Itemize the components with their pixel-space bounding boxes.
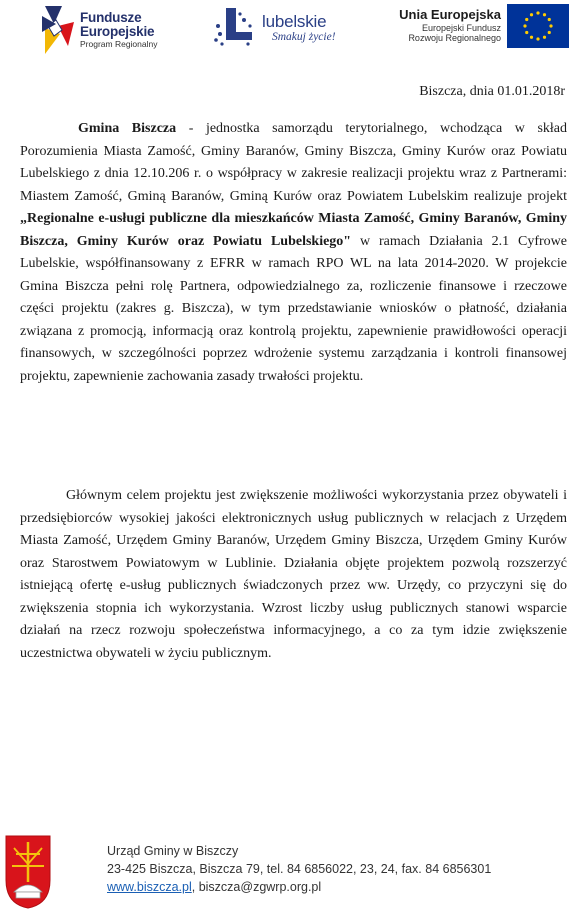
fe-line1: Fundusze	[80, 10, 142, 26]
eu-star-icon	[530, 36, 533, 39]
paragraph-2	[20, 485, 567, 665]
paragraph-1-text-2: w ramach Działania 2.1 Cyfrowe Lubelskie, współfinansowany z EFRR w ramach RPO WL na lata 2014-2020. W projekcie Gmina Biszcza pełni rolę Partnera, odpowiedzialnego za, rozliczenie finansowe i rzeczowe części projektu (zakres g. Biszcza), w tym przedstawianie wniosków o płatność, działania związana z promocją, informacją oraz kontrolą projektu, zapewnienie prawidłowości operacji finansowych, w szczególności poprzez wdrożenie systemu zarządzania i kontroli finansowej projektu, zapewnienie zachowania zasady trwałości projektu.	[20, 233, 567, 384]
eu-star-icon	[530, 13, 533, 16]
page-header	[0, 0, 573, 62]
fe-logo-text	[80, 11, 157, 49]
ue-line3: Rozwoju Regionalnego	[408, 33, 501, 44]
eu-star-icon	[548, 18, 551, 21]
page-footer	[0, 828, 573, 910]
eu-star-icon	[536, 37, 539, 40]
eu-star-icon	[523, 24, 526, 27]
eu-star-icon	[543, 36, 546, 39]
footer-links	[107, 878, 491, 896]
eu-star-icon	[525, 31, 528, 34]
eu-star-icon	[549, 24, 552, 27]
fe-star-icon	[42, 4, 76, 56]
paragraph-1	[20, 118, 567, 388]
fe-line2: Europejskie	[80, 23, 155, 39]
eu-flag-icon	[507, 4, 569, 48]
office-address: 23-425 Biszcza, Biszcza 79, tel. 84 6856022, 23, 24, fax. 84 6856301	[107, 862, 492, 876]
document-date: Biszcza, dnia 01.01.2018r	[419, 84, 565, 99]
eu-star-icon	[548, 31, 551, 34]
footer-contact	[107, 842, 491, 896]
ue-line1: Unia Europejska	[399, 7, 501, 23]
lubelskie-slogan: Smakuj życie!	[272, 30, 336, 43]
paragraph-1-bold-start: Gmina Biszcza	[78, 121, 177, 136]
ue-line2: Europejski Fundusz	[421, 23, 501, 34]
ue-logo-text	[399, 8, 501, 44]
lubelskie-mark-icon	[212, 6, 258, 50]
eu-star-icon	[543, 13, 546, 16]
project-title: „Regionalne e-usługi publiczne dla mieszkańców Miasta Zamość, Gminy Baranów, Gminy Biszcza, Gminy Kurów oraz Powiatu Lubelskiego"	[20, 211, 567, 249]
fundusze-europejskie-logo	[42, 4, 157, 56]
lubelskie-name: lubelskie	[262, 11, 327, 31]
email-separator: ,	[191, 880, 199, 894]
eu-star-icon	[525, 18, 528, 21]
lubelskie-logo-text	[262, 13, 336, 44]
email-address[interactable]: biszcza@zgwrp.org.pl	[198, 880, 322, 894]
fe-line3: Program Regionalny	[80, 39, 158, 50]
eu-star-icon	[536, 11, 539, 14]
paragraph-2-text: Głównym celem projektu jest zwiększenie możliwości wykorzystania przez obywateli i przedsiębiorców wysokiej jakości elektronicznych usług publicznych w relacjach z Urzędem Miasta Zamość, Urzędem Gminy Baranów, Urzędem Gminy Biszcza, Urzędem Gminy Kurów oraz Starostwem Powiatowym w Lublinie. Działania objęte projektem pozwolą rozszerzyć istniejącą ofertę e-usług publicznych świadczonych przez ww. Urzędy, co przyczyni się do zwiększenia stopnia ich wykorzystania. Wzrost liczby usług publicznych stanowi wsparcie działań na rzecz rozwoju społeczeństwa informacyjnego, a co za tym idzie zwiększenie uczestnictwa obywateli w życiu publicznym.	[20, 488, 567, 661]
website-link[interactable]: www.biszcza.pl	[107, 880, 192, 894]
office-name: Urząd Gminy w Biszczy	[107, 844, 239, 858]
biszcza-coat-of-arms-icon	[4, 834, 52, 910]
unia-europejska-logo	[399, 4, 569, 48]
lubelskie-logo	[212, 6, 336, 50]
paragraph-1-text-1: - jednostka samorządu terytorialnego, wchodząca w skład Porozumienia Miasta Zamość, Gminy Baranów, Gminy Biszcza, Gminy Kurów oraz Powiatu Lubelskiego z dnia 12.10.206 r. o współpracy w zakresie realizacji projektu wraz z Partnerami: Miastem Zamość, Gminą Baranów, Gminą Kurów oraz Powiatem Lubelskim realizuje projekt	[20, 121, 567, 204]
